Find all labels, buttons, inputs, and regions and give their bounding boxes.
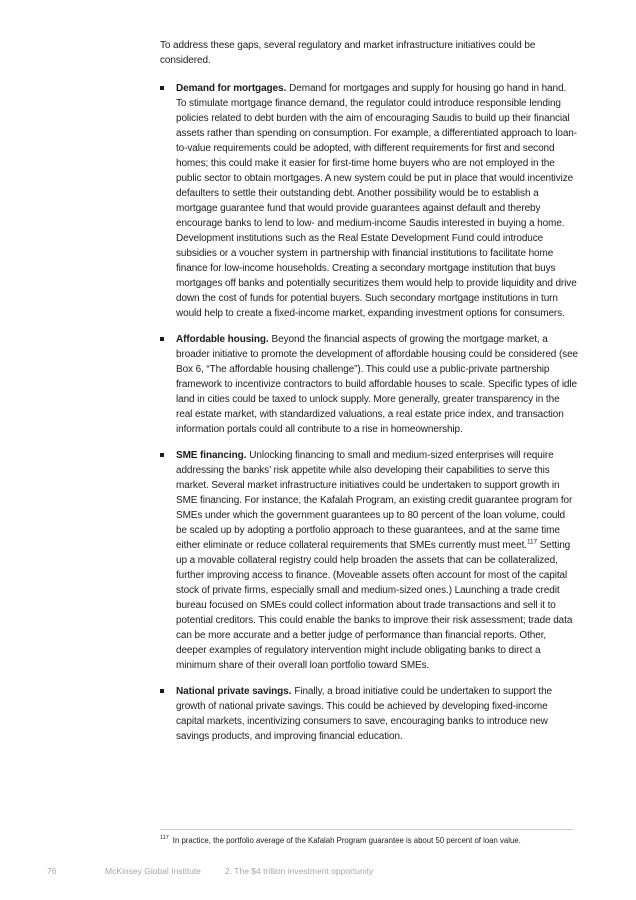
intro-paragraph: To address these gaps, several regulatory and market infrastructure initiatives could be considered. xyxy=(160,40,536,66)
footnote-reference-117: 117 xyxy=(526,538,538,546)
bullet-body-text: Unlocking financing to small and medium-sized enterprises will require addressing the banks’ risk appetite while also developing their capabilities to serve this market. Several market infrastructure initiatives could be undertaken to support growth in SME financing. For instance, the Kafalah Program, an existing credit guarantee program for SMEs under which the government guarantees up to 80 percent of the loan volume, could be scaled up by adopting a portfolio approach to these guarantees, and at the same time either eliminate or reduce collateral requirements that SMEs currently must meet. xyxy=(176,450,573,551)
page-body xyxy=(160,38,578,755)
footnote-section xyxy=(160,829,573,846)
footer-institute: McKinsey Global Institute xyxy=(105,866,201,876)
footnote-body: In practice, the portfolio average of the Kafalah Program guarantee is about 50 percent of loan value. xyxy=(172,836,521,845)
initiatives-list xyxy=(160,81,578,744)
list-item-demand-for-mortgages xyxy=(160,81,578,321)
page-footer xyxy=(0,864,636,878)
bullet-paragraph xyxy=(176,448,578,673)
bullet-lead: SME financing. xyxy=(176,450,247,461)
bullet-square-icon xyxy=(160,453,164,457)
bullet-lead: Affordable housing. xyxy=(176,334,269,345)
bullet-square-icon xyxy=(160,86,164,90)
footnote-divider xyxy=(160,829,573,830)
bullet-body-text: Demand for mortgages and supply for housing go hand in hand. To stimulate mortgage finance demand, the regulator could introduce responsible lending policies related to debt burden with the aim of encouraging Saudis to build up their financial assets rather than spending on consumption. For example, a differentiated approach to loan-to-value requirements could be adopted, with different requirements for first and second homes; this could make it easier for first-time home buyers who are not employed in the public sector to obtain mortgages. A new system could be put in place that would incentivize defaulters to settle their outstanding debt. Another possibility would be to establish a mortgage guarantee fund that would provide guarantees against default and thereby encourage banks to lend to low- and medium-income Saudis interested in buying a home. Development institutions such as the Real Estate Development Fund could introduce subsidies or a voucher system in partnership with financial institutions to facilitate home finance for low-income households. Creating a secondary mortgage institution that buys mortgages off banks and potentially securitizes them would help to provide liquidity and drive down the cost of funds for potential buyers. Such secondary mortgage institutions in turn would help to create a fixed-income market, expanding investment options for consumers. xyxy=(176,83,577,319)
footer-chapter-title: 2. The $4 trillion investment opportunity xyxy=(225,866,374,876)
footnote-text xyxy=(160,836,573,846)
bullet-body-text: Beyond the financial aspects of growing the mortgage market, a broader initiative to promote the development of affordable housing could be considered (see Box 6, “The affordable housing challenge”). This could use a public-private partnership framework to incentivize contractors to build affordable houses to scale. Specific types of idle land in cities could be taxed to unlock supply. More generally, greater transparency in the real estate market, with standardized valuations, a real estate price index, and transaction information portals could all contribute to a rise in homeownership. xyxy=(176,334,578,435)
page-number: 76 xyxy=(47,866,57,876)
list-item-affordable-housing xyxy=(160,332,578,437)
bullet-lead: National private savings. xyxy=(176,686,292,697)
bullet-paragraph xyxy=(176,332,578,437)
list-item-sme-financing xyxy=(160,448,578,673)
bullet-body-text: Setting up a movable collateral registry could help broaden the assets that can be collateralized, further improving access to finance. (Moveable assets often account for most of the capital stock of private firms, especially small and medium-sized ones.) Launching a trade credit bureau focused on SMEs could collect information about trade transactions and sell it to potential creditors. This could enable the banks to improve their risk assessment; trade data can be more accurate and a better judge of performance than financial reports. Other, deeper examples of regulatory intervention might include obligating banks to direct a minimum share of their overall loan portfolio toward SMEs. xyxy=(176,540,573,671)
bullet-paragraph xyxy=(176,684,578,744)
bullet-square-icon xyxy=(160,689,164,693)
bullet-square-icon xyxy=(160,337,164,341)
list-item-national-private-savings xyxy=(160,684,578,744)
bullet-lead: Demand for mortgages. xyxy=(176,83,287,94)
bullet-paragraph xyxy=(176,81,578,321)
footnote-number: 117 xyxy=(160,835,169,842)
bullet-body-text: Finally, a broad initiative could be undertaken to support the growth of national private savings. This could be achieved by developing fixed-income capital markets, incentivizing consumers to save, encouraging banks to introduce new savings products, and improving financial education. xyxy=(176,686,552,742)
